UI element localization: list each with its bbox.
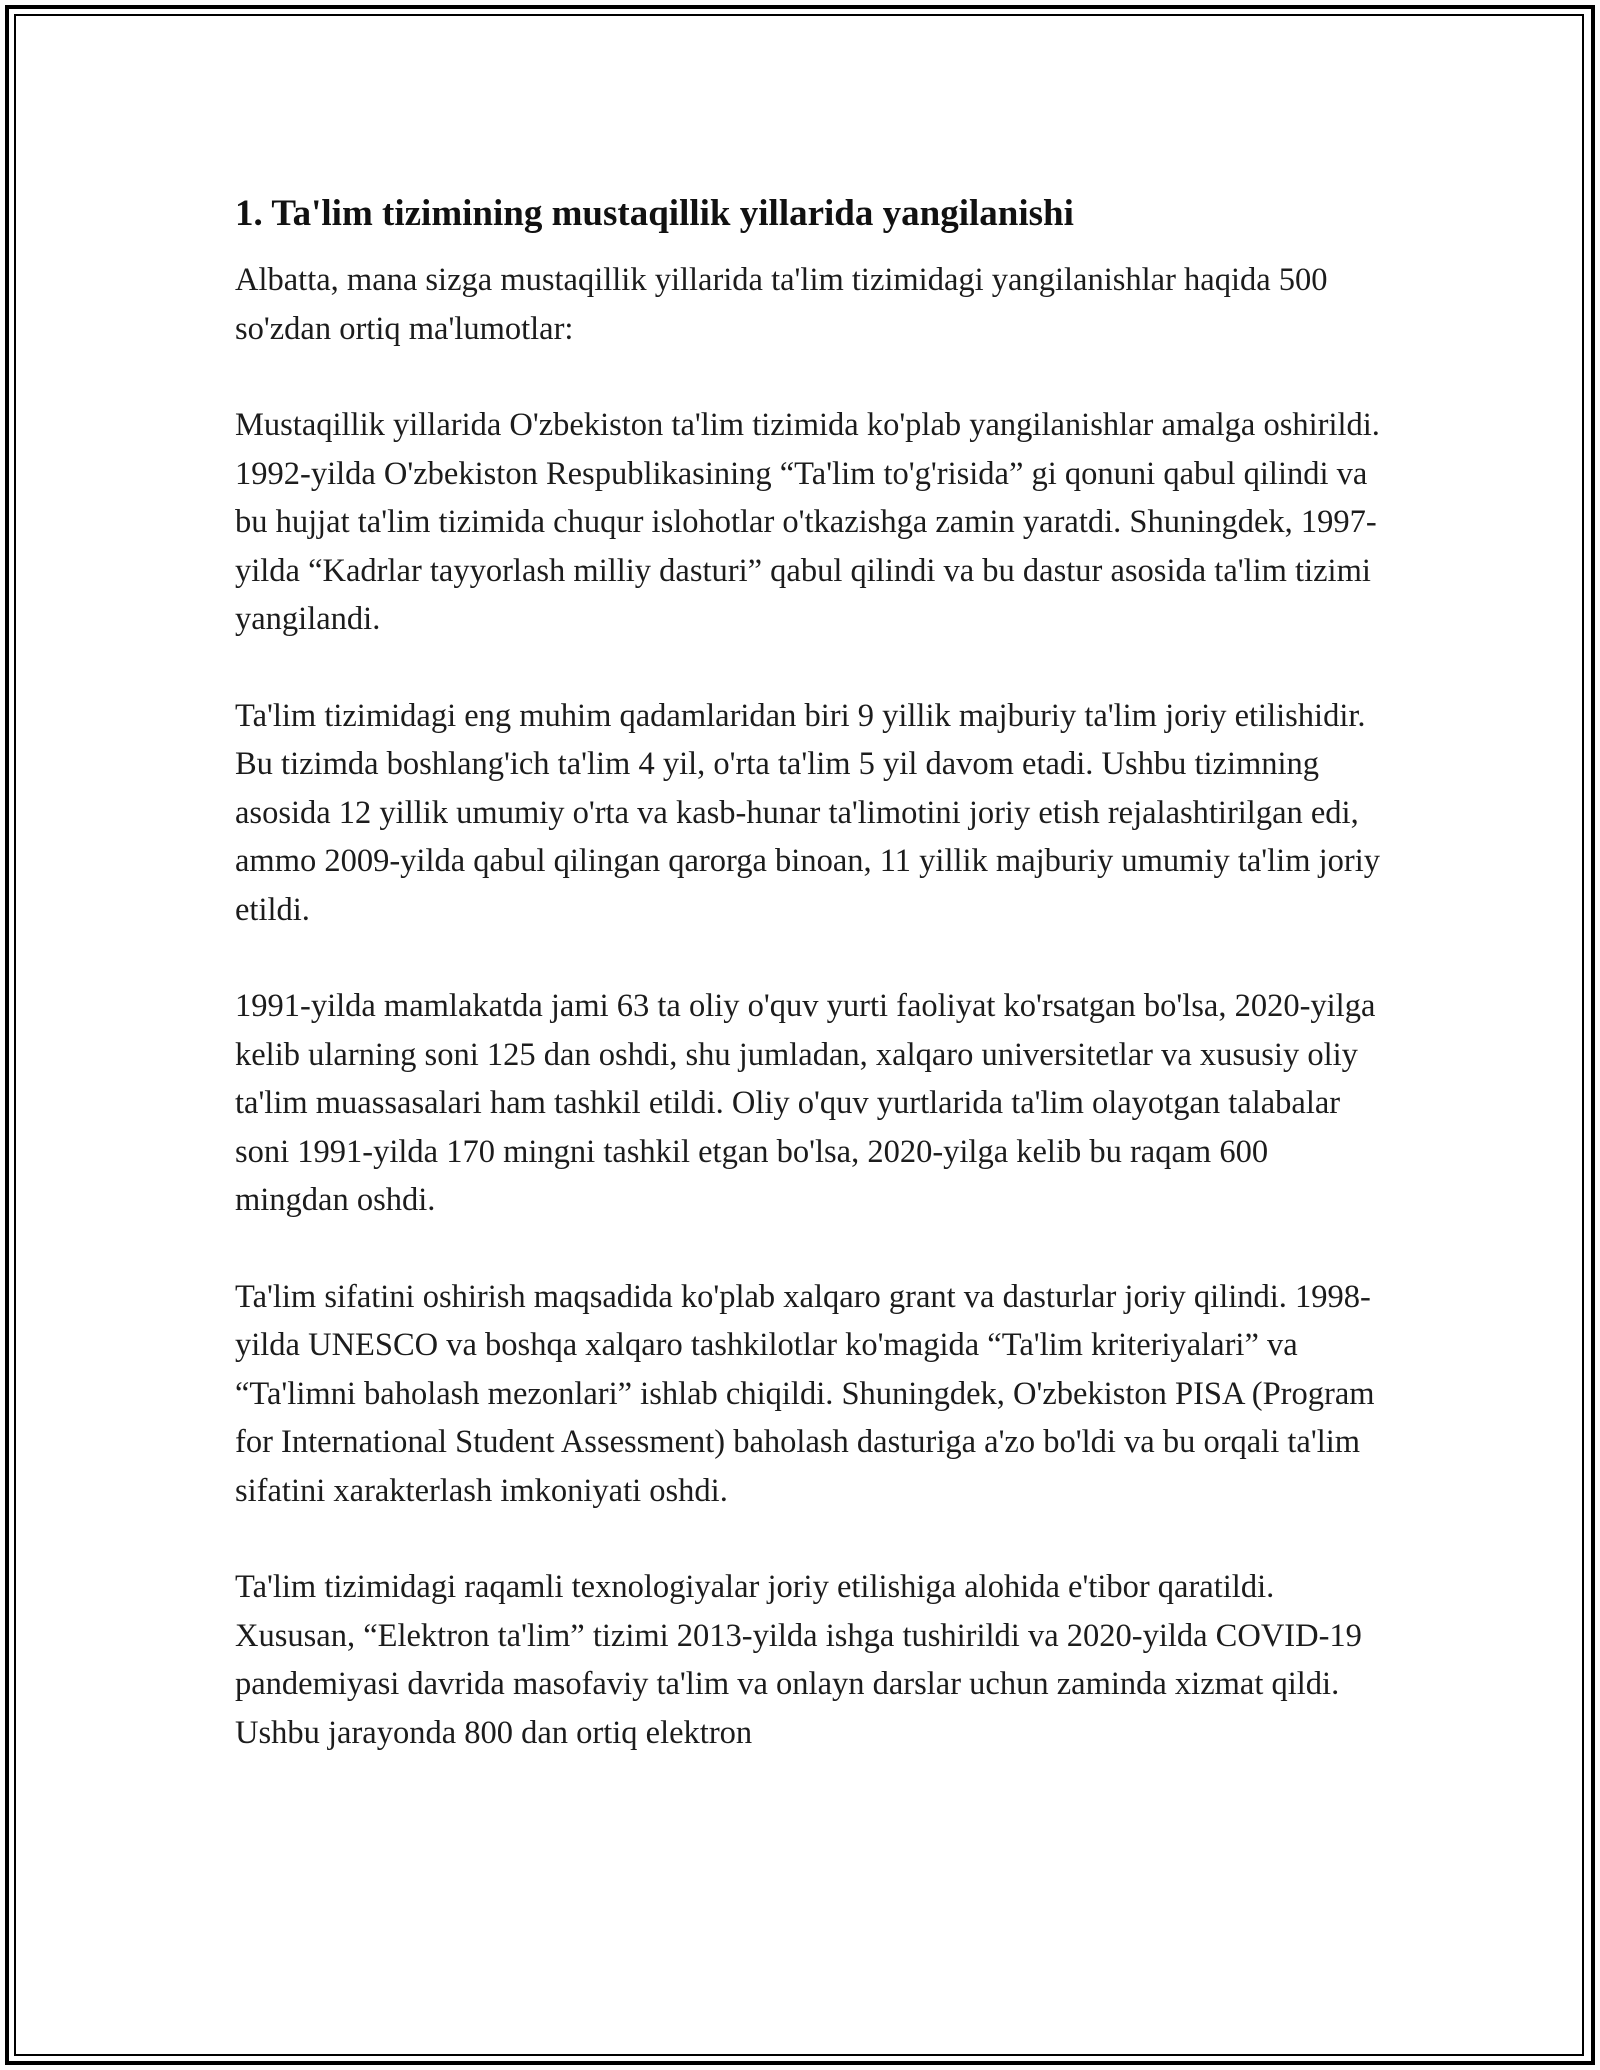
paragraph-quality: Ta'lim sifatini oshirish maqsadida ko'plab xalqaro grant va dasturlar joriy qilindi. 1998-yilda UNESCO va boshqa xalqaro tashkilotlar ko'magida “Ta'lim kriteriyalari” va “Ta'limni baholash mezonlari” ishlab chiqildi. Shuningdek, O'zbekiston PISA (Program for International Student Assessment) baholash dasturiga a'zo bo'ldi va bu orqali ta'lim sifatini xarakterlash imkoniyati oshdi.: [235, 1278, 1375, 1509]
document-body: [235, 184, 1385, 1805]
paragraph-intro: Albatta, mana sizga mustaqillik yillarida ta'lim tizimidagi yangilanishlar haqida 500 so'zdan ortiq ma'lumotlar:: [235, 262, 1328, 347]
document-title: 1. Ta'lim tizimining mustaqillik yillarida yangilanishi: [235, 193, 1074, 234]
paragraph-digital: Ta'lim tizimidagi raqamli texnologiyalar joriy etilishiga alohida e'tibor qaratildi. Xususan, “Elektron ta'lim” tizimi 2013-yilda ishga tushirildi va 2020-yilda COVID-19 pandemiyasi davrida masofaviy ta'lim va onlayn darslar uchun zaminda xizmat qildi. Ushbu jarayonda 800 dan ortiq elektron: [235, 1569, 1362, 1751]
paragraph-compulsory-education: Ta'lim tizimidagi eng muhim qadamlaridan biri 9 yillik majburiy ta'lim joriy etilishidir. Bu tizimda boshlang'ich ta'lim 4 yil, o'rta ta'lim 5 yil davom etadi. Ushbu tizimning asosida 12 yillik umumiy o'rta va kasb-hunar ta'limotini joriy etish rejalashtirilgan edi, ammo 2009-yilda qabul qilingan qarorga binoan, 11 yillik majburiy umumiy ta'lim joriy etildi.: [235, 697, 1380, 928]
paragraph-higher-education: 1991-yilda mamlakatda jami 63 ta oliy o'quv yurti faoliyat ko'rsatgan bo'lsa, 2020-yilga kelib ularning soni 125 dan oshdi, shu jumladan, xalqaro universitetlar va xususiy oliy ta'lim muassasalari ham tashkil etildi. Oliy o'quv yurtlarida ta'lim olayotgan talabalar soni 1991-yilda 170 mingni tashkil etgan bo'lsa, 2020-yilga kelib bu raqam 600 mingdan oshdi.: [235, 988, 1376, 1218]
paragraph-reforms: Mustaqillik yillarida O'zbekiston ta'lim tizimida ko'plab yangilanishlar amalga oshirildi. 1992-yilda O'zbekiston Respublikasining “Ta'lim to'g'risida” gi qonuni qabul qilindi va bu hujjat ta'lim tizimida chuqur islohotlar o'tkazishga zamin yaratdi. Shuningdek, 1997-yilda “Kadrlar tayyorlash milliy dasturi” qabul qilindi va bu dastur asosida ta'lim tizimi yangilandi.: [235, 407, 1380, 637]
